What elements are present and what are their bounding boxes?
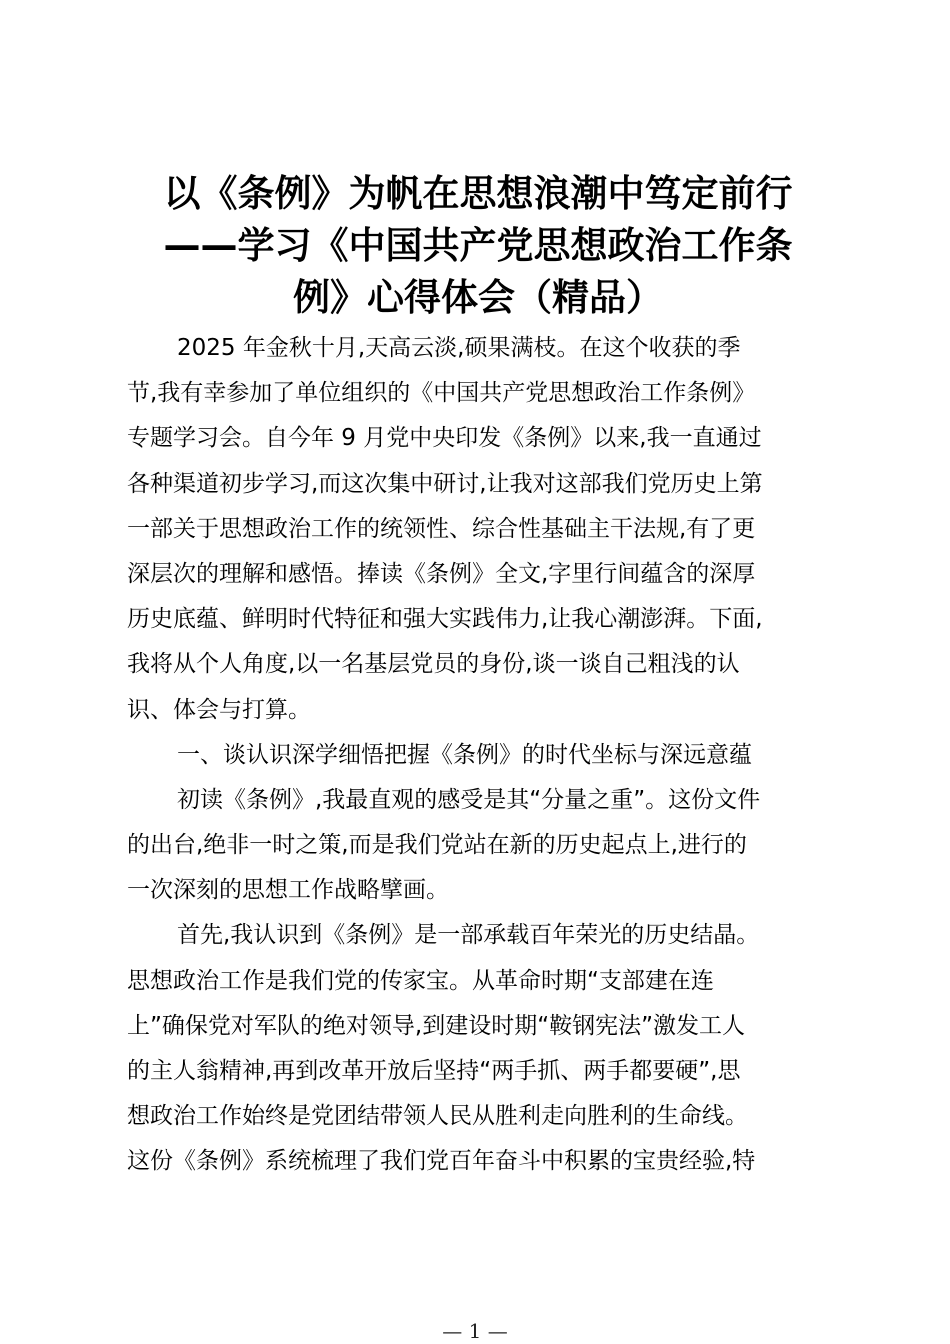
paragraph-line: 想政治工作始终是党团结带领人民从胜利走向胜利的生命线。 bbox=[127, 1103, 748, 1130]
title-line-3: 例》心得体会（精品） bbox=[293, 276, 663, 319]
paragraph-line: 一部关于思想政治工作的统领性、综合性基础主干法规,有了更 bbox=[127, 515, 756, 542]
title-line-2: ——学习《中国共产党思想政治工作条 bbox=[163, 224, 793, 267]
document-body bbox=[127, 326, 839, 1185]
paragraph-line: 思想政治工作是我们党的传家宝。从革命时期“支部建在连 bbox=[127, 967, 714, 994]
paragraph-line: 节,我有幸参加了单位组织的《中国共产党思想政治工作条例》 bbox=[127, 380, 756, 407]
paragraph-line: 各种渠道初步学习,而这次集中研讨,让我对这部我们党历史上第 bbox=[127, 470, 763, 497]
paragraph-line: 我将从个人角度,以一名基层党员的身份,谈一谈自己粗浅的认 bbox=[127, 651, 740, 678]
paragraph-line: 历史底蕴、鲜明时代特征和强大实践伟力,让我心潮澎湃。下面, bbox=[127, 606, 763, 633]
section-heading: 一、谈认识深学细悟把握《条例》的时代坐标与深远意蕴 bbox=[177, 741, 752, 768]
document-title bbox=[118, 168, 838, 324]
paragraph-line: 一次深刻的思想工作战略擘画。 bbox=[127, 877, 449, 904]
page-number: — 1 — bbox=[442, 1319, 508, 1343]
paragraph-line: 识、体会与打算。 bbox=[127, 696, 311, 723]
paragraph-line: 首先,我认识到《条例》是一部承载百年荣光的历史结晶。 bbox=[177, 922, 760, 949]
paragraph-line: 2025 年金秋十月,天高云淡,硕果满枝。在这个收获的季 bbox=[177, 335, 741, 361]
paragraph-line: 专题学习会。自今年 9 月党中央印发《条例》以来,我一直通过 bbox=[127, 425, 762, 452]
paragraph-line: 深层次的理解和感悟。捧读《条例》全文,字里行间蕴含的深厚 bbox=[127, 560, 756, 587]
paragraph-line: 这份《条例》系统梳理了我们党百年奋斗中积累的宝贵经验,特 bbox=[127, 1148, 756, 1175]
title-line-1: 以《条例》为帆在思想浪潮中笃定前行 bbox=[163, 172, 793, 215]
paragraph-line: 的主人翁精神,再到改革开放后坚持“两手抓、两手都要硬”,思 bbox=[127, 1058, 741, 1084]
paragraph-line: 上”确保党对军队的绝对领导,到建设时期“鞍钢宪法”激发工人 bbox=[127, 1012, 746, 1039]
paragraph-line: 的出台,绝非一时之策,而是我们党站在新的历史起点上,进行的 bbox=[127, 832, 747, 859]
paragraph-line: 初读《条例》,我最直观的感受是其“分量之重”。这份文件 bbox=[177, 786, 761, 813]
